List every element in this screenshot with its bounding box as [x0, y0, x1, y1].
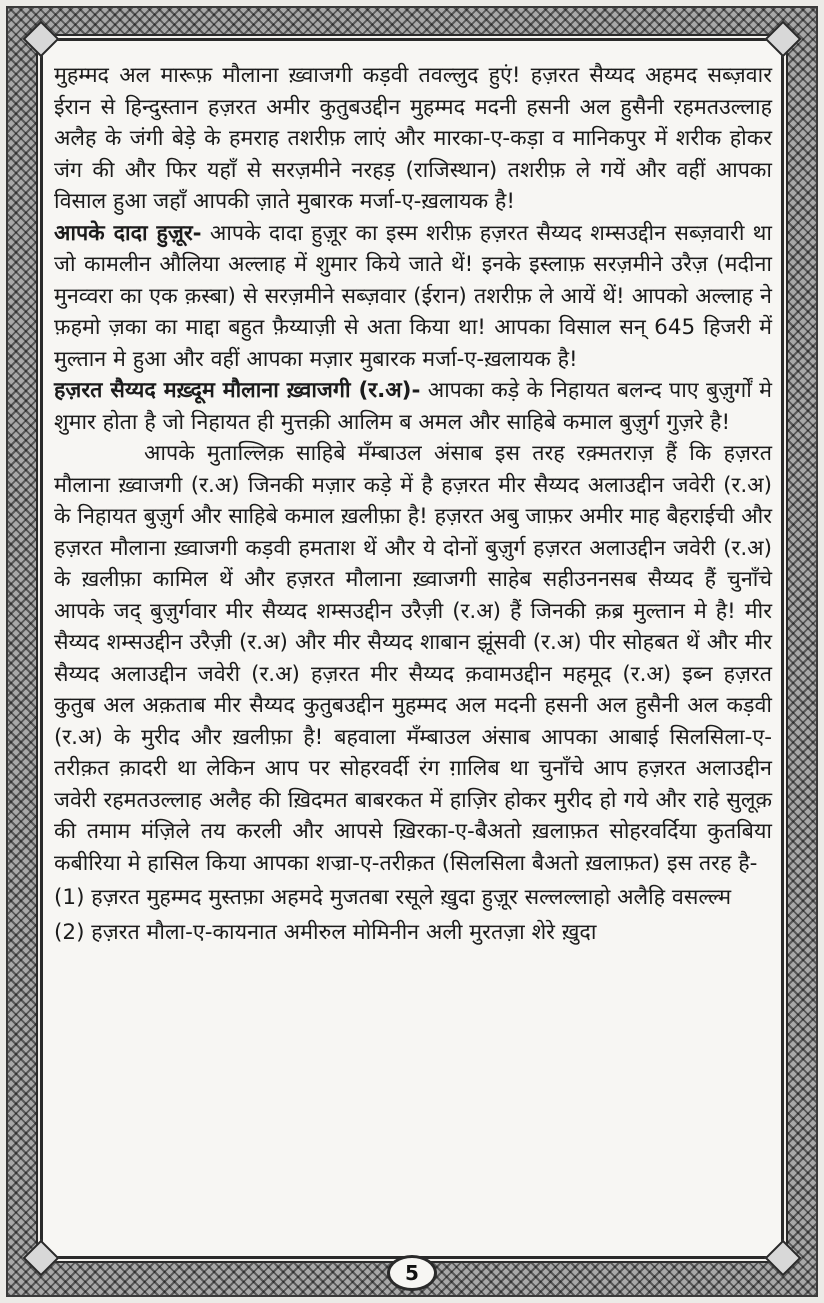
list-item-1: (1) हज़रत मुहम्मद मुस्तफ़ा अहमदे मुजतबा रसूले ख़ुदा हुज़ूर सल्लल्लाहो अलैहि वसल्ल्म [54, 885, 732, 910]
page-body [54, 60, 772, 1251]
heading-grandfather: आपके दादा हुज़ूर- [54, 220, 202, 246]
heading-khwajagi: हज़रत सैय्यद मख़्दूम मौलाना ख़्वाजगी (र.अ)- [54, 378, 421, 403]
paragraph-2 [54, 218, 772, 376]
paragraph-3 [54, 375, 772, 438]
paragraph-2-text: आपके दादा हुज़ूर का इस्म शरीफ़ हज़रत सैय्यद शम्सउद्दीन सब्ज़वारी था जो कामलीन औलिया अल्लाह में शुमार किये जाते थें! इनके इस्लाफ़ सरज़मीने उरैज़ (मदीना मुनव्वरा का एक क़स्बा) से सरज़मीने सब्ज़वार (ईरान) तशरीफ़ ले आयें थें! आपको अल्लाह ने फ़हमो ज़का का माद्दा बहुत फ़ैय्याज़ी से अता किया था! आपका विसाल सन् 645 हिजरी में मुल्तान मे हुआ और वहीं आपका मज़ार मुबारक मर्जा-ए-ख़लायक है! [54, 220, 772, 372]
page-number: 5 [387, 1255, 437, 1291]
list-item-2: (2) हज़रत मौला-ए-कायनात अमीरुल मोमिनीन अली मुरतज़ा शेरे ख़ुदा [54, 919, 597, 945]
paragraph-3-text: आपका कड़े के निहायत बलन्द पाए बुज़ुर्गों मे शुमार होता है जो निहायत ही मुत्तक़ी आलिम ब अमल और साहिबे कमाल बुज़ुर्ग गुज़रे है! [54, 378, 772, 435]
paragraph-1: मुहम्मद अल मारूफ़ मौलाना ख़्वाजगी कड़वी तवल्लुद हुएं! हज़रत सैय्यद अहमद सब्ज़वार ईरान से हिन्दुस्तान हज़रत अमीर कुतुबउद्दीन मुहम्मद मदनी हसनी अल हुसैनी रहमतउल्लाह अलैह के जंगी बेड़े के हमराह तशरीफ़ लाएं और मारका-ए-कड़ा व मानिकपुर में शरीक होकर जंग की और फिर यहाँ से सरज़मीने नरहड़ (राजिस्थान) तशरीफ़ ले गयें और वहीं आपका विसाल हुआ जहाँ आपकी ज़ाते मुबारक मर्जा-ए-ख़लायक है! [54, 63, 773, 214]
paragraph-4: आपके मुताल्लिक़ साहिबे मँम्बाउल अंसाब इस तरह रक़्मतराज़ हैं कि हज़रत मौलाना ख़्वाजगी (र.अ) जिनकी मज़ार कड़े में है हज़रत मीर सैय्यद अलाउद्दीन जवेरी (र.अ) के निहायत बुज़ुर्ग और साहिबे कमाल ख़लीफ़ा है! हज़रत अबु जाफ़र अमीर माह बैहराईची और हज़रत मौलाना ख़्वाजगी कड़वी हमताश थें और ये दोनों बुज़ुर्ग हज़रत अलाउद्दीन जवेरी (र.अ) के ख़लीफ़ा कामिल थें और हज़रत मौलाना ख़्वाजगी साहेब सहीउननसब सैय्यद हैं चुनाँचे आपके जद् बुज़ुर्गवार मीर सैय्यद शम्सउद्दीन उरैज़ी (र.अ) हैं जिनकी क़ब्र मुल्तान मे है! मीर सैय्यद शम्सउद्दीन उरैज़ी (र.अ) और मीर सैय्यद शाबान झूंसवी (र.अ) पीर सोहबत थें और मीर सैय्यद अलाउद्दीन जवेरी (र.अ) हज़रत मीर सैय्यद क़वामउद्दीन महमूद (र.अ) इब्न हज़रत कुतुब अल अक़ताब मीर सैय्यद कुतुबउद्दीन मुहम्मद अल मदनी हसनी अल हुसैनी अल कड़वी (र.अ) के मुरीद और ख़लीफ़ा है! बहवाला मँम्बाउल अंसाब आपका आबाई सिलसिला-ए-तरीक़त क़ादरी था लेकिन आप पर सोहरवर्दी रंग ग़ालिब था चुनाँचे आप हज़रत अलाउद्दीन जवेरी रहमतउल्लाह अलैह की ख़िदमत बाबरकत में हाज़िर होकर मुरीद हो गये और राहे सुलूक़ की तमाम मंज़िले तय करली और आपसे ख़िरका-ए-बैअतो ख़लाफ़त सोहरवर्दिया कुतबिया कबीरिया मे हासिल किया आपका शज्रा-ए-तरीक़त (सिलसिला बैअतो ख़लाफ़त) इस तरह है- [54, 441, 772, 876]
